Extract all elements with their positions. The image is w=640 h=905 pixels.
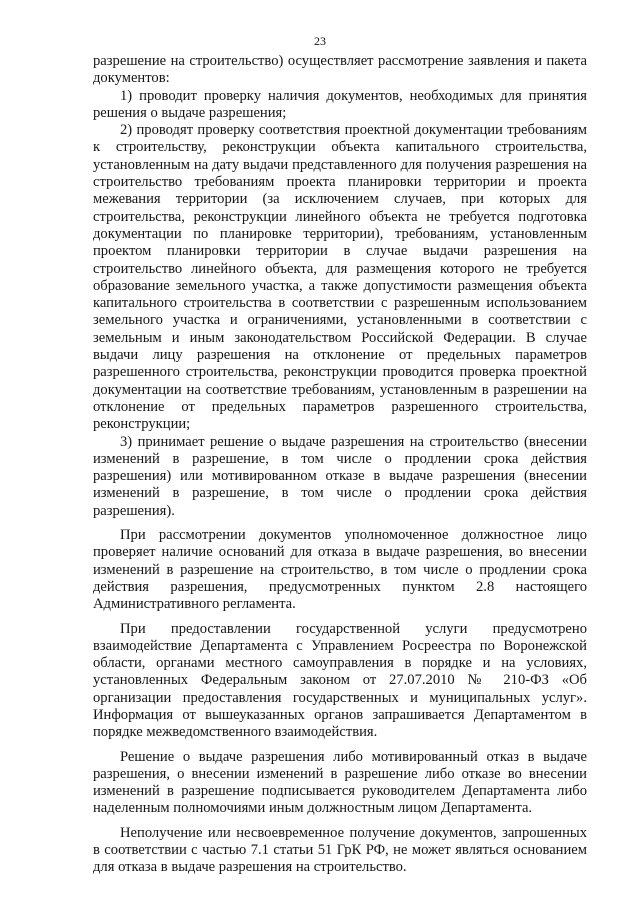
paragraph-continuation: разрешение на строительство) осуществляет рассмотрение заявления и пакета документов: [93, 53, 587, 87]
paragraph-decision-signing: Решение о выдаче разрешения либо мотивированный отказ в выдаче разрешения, о внесении изменений в разрешение либо отказе во внесении изменений в разрешение подписывается руководителем Департамента либо наделенным полномочиями иным должностным лицом Департамента. [93, 748, 587, 817]
paragraph-item-2: 2) проводят проверку соответствия проектной документации требованиям к строительству, реконструкции объекта капитального строительства, установленным на дату выдачи представленного для получения разрешения на строительство требованиям проекта планировки территории и проекта межевания территории (за исключением случаев, при которых для строительства, реконструкции линейного объекта не требуется подготовка документации по планировке территории), требованиям, установленным проектом планировки территории в случае выдачи разрешения на строительство линейного объекта, для размещения которого не требуется образование земельного участка, а также допустимости размещения объекта капитального строительства в соответствии с разрешенным использованием земельного участка и ограничениями, установленными в соответствии с земельным и иным законодательством Российской Федерации. В случае выдачи лицу разрешения на отклонение от предельных параметров разрешенного строительства, реконструкции проводится проверка проектной документации на соответствие требованиям, установленным в разрешении на отклонение от предельных параметров разрешенного строительства, реконструкции; [93, 122, 587, 433]
paragraph-document-review: При рассмотрении документов уполномоченное должностное лицо проверяет наличие оснований для отказа в выдаче разрешения, во внесении изменений в разрешение на строительство, в том числе о продлении срока действия разрешения, предусмотренных пунктом 2.8 настоящего Административного регламента. [93, 527, 587, 613]
paragraph-item-1: 1) проводит проверку наличия документов, необходимых для принятия решения о выдаче разрешения; [93, 87, 587, 121]
page-number: 23 [314, 34, 326, 48]
paragraph-non-receipt: Неполучение или несвоевременное получение документов, запрошенных в соответствии с частью 7.1 статьи 51 ГрК РФ, не может являться основанием для отказа в выдаче разрешения на строительство. [93, 824, 587, 876]
paragraph-interaction: При предоставлении государственной услуги предусмотрено взаимодействие Департамента с Управлением Росреестра по Воронежской области, органами местного самоуправления в порядке и на условиях, установленных Федеральным законом от 27.07.2010 № 210-ФЗ «Об организации предоставления государственных и муниципальных услуг». Информация от вышеуказанных органов запрашивается Департаментом в порядке межведомственного взаимодействия. [93, 620, 587, 741]
body-text [93, 53, 587, 877]
paragraph-item-3: 3) принимает решение о выдаче разрешения на строительство (внесении изменений в разрешение, в том числе о продлении срока действия разрешения) или мотивированном отказе в выдаче разрешения (внесении изменений в разрешение, в том числе о продлении срока действия разрешения). [93, 433, 587, 519]
